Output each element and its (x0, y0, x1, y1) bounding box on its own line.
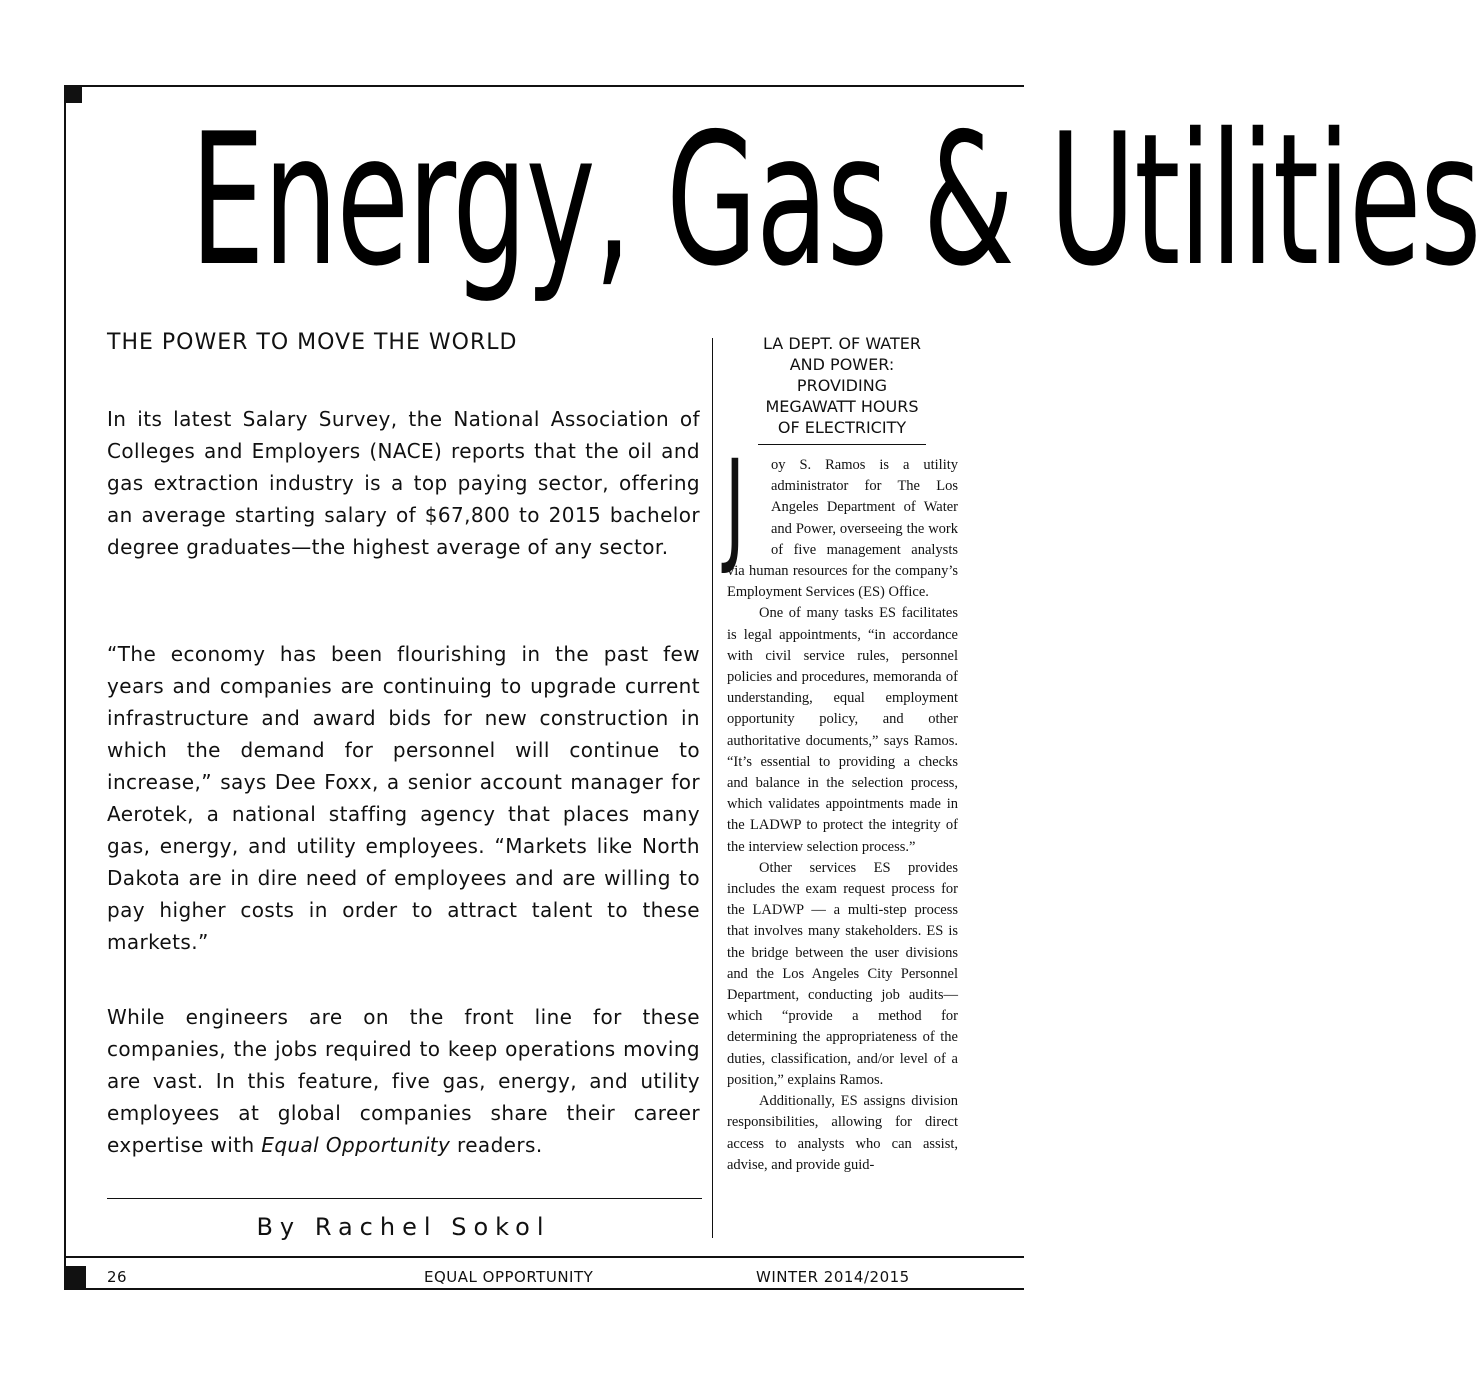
corner-square-top (64, 85, 82, 103)
corner-square-bottom (64, 1266, 86, 1290)
sidebar-paragraph: One of many tasks ES facilitates is legal appointments, “in accordance with civil service rules, personnel policies and procedures, memoranda of understanding, equal employment opportunity policy, and other authoritative documents,” says Ramos. “It’s essential to providing a checks and balance in the selection process, which validates appointments made in the LADWP to protect the integrity of the interview selection process.” (727, 605, 958, 855)
page-number: 26 (107, 1268, 128, 1286)
article-title: Energy, Gas & Utilities (190, 94, 1480, 306)
byline-last-name: Sokol (451, 1213, 551, 1241)
magazine-name-italic: Equal Opportunity (261, 1133, 451, 1157)
sidebar-heading-line: AND POWER: (789, 355, 895, 374)
footer-bottom-rule (64, 1288, 1024, 1290)
issue-date: WINTER 2014/2015 (756, 1268, 910, 1286)
sidebar-paragraph (725, 434, 958, 603)
footer-top-rule (64, 1256, 1024, 1258)
quote-paragraph: “The economy has been flourishing in the past few years and companies are continuing to upgrade current infrastructure and award bids for new construction in which the demand for personnel will continue to increase,” says Dee Foxx, a senior account manager for Aerotek, a national staffing agency that places many gas, energy, and utility employees. “Markets like North Dakota are in dire need of employees and are willing to pay higher costs in order to attract talent to these markets.” (107, 642, 700, 954)
sidebar-body (725, 434, 958, 1176)
sidebar-heading-line: PROVIDING (796, 376, 888, 395)
sidebar-paragraph: Additionally, ES assigns division responsibilities, allowing for direct access to analysts who can assist, advise, and provide guid- (727, 1093, 958, 1173)
sidebar-heading-line: MEGAWATT HOURS (765, 397, 919, 416)
byline-by: By (256, 1213, 302, 1241)
top-border-rule (64, 85, 1024, 87)
drop-cap: J (725, 434, 745, 578)
column-divider (712, 338, 713, 1238)
byline (107, 1213, 700, 1241)
sidebar-heading-rule (758, 444, 926, 445)
feature-paragraph (107, 1001, 700, 1161)
feature-paragraph-end: readers. (450, 1133, 543, 1157)
sidebar-paragraph-text: oy S. Ramos is a utility administrator for The Los Angeles Department of Water and Power, overseeing the work of five management analysts via human resources for the company’s Employment Services (ES) Office. (727, 457, 958, 601)
sidebar-heading-line: OF ELECTRICITY (777, 418, 907, 437)
article-subtitle: THE POWER TO MOVE THE WORLD (107, 330, 518, 355)
feature-paragraph-text: While engineers are on the front line for these companies, the jobs required to keep operations moving are vast. In this feature, five gas, energy, and utility employees at global companies share their career expertise with (107, 1005, 700, 1157)
sidebar-paragraph: Other services ES provides includes the exam request process for the LADWP — a multi-step process that involves many stakeholders. ES is the bridge between the user divisions and the Los Angeles City Personnel Department, conducting job audits—which “provide a method for determining the appropriateness of the duties, classification, and/or level of a position,” explains Ramos. (727, 859, 958, 1088)
byline-rule (107, 1198, 702, 1199)
sidebar-heading (728, 333, 956, 438)
intro-paragraph: In its latest Salary Survey, the National Association of Colleges and Employers (NACE) reports that the oil and gas extraction industry is a top paying sector, offering an average starting salary of $67,800 to 2015 bachelor degree graduates—the highest average of any sector. (107, 407, 700, 559)
left-border-rule (64, 85, 66, 1290)
byline-first-name: Rachel (314, 1213, 438, 1241)
sidebar-heading-line: LA DEPT. OF WATER (763, 334, 921, 353)
magazine-name: EQUAL OPPORTUNITY (424, 1268, 594, 1286)
